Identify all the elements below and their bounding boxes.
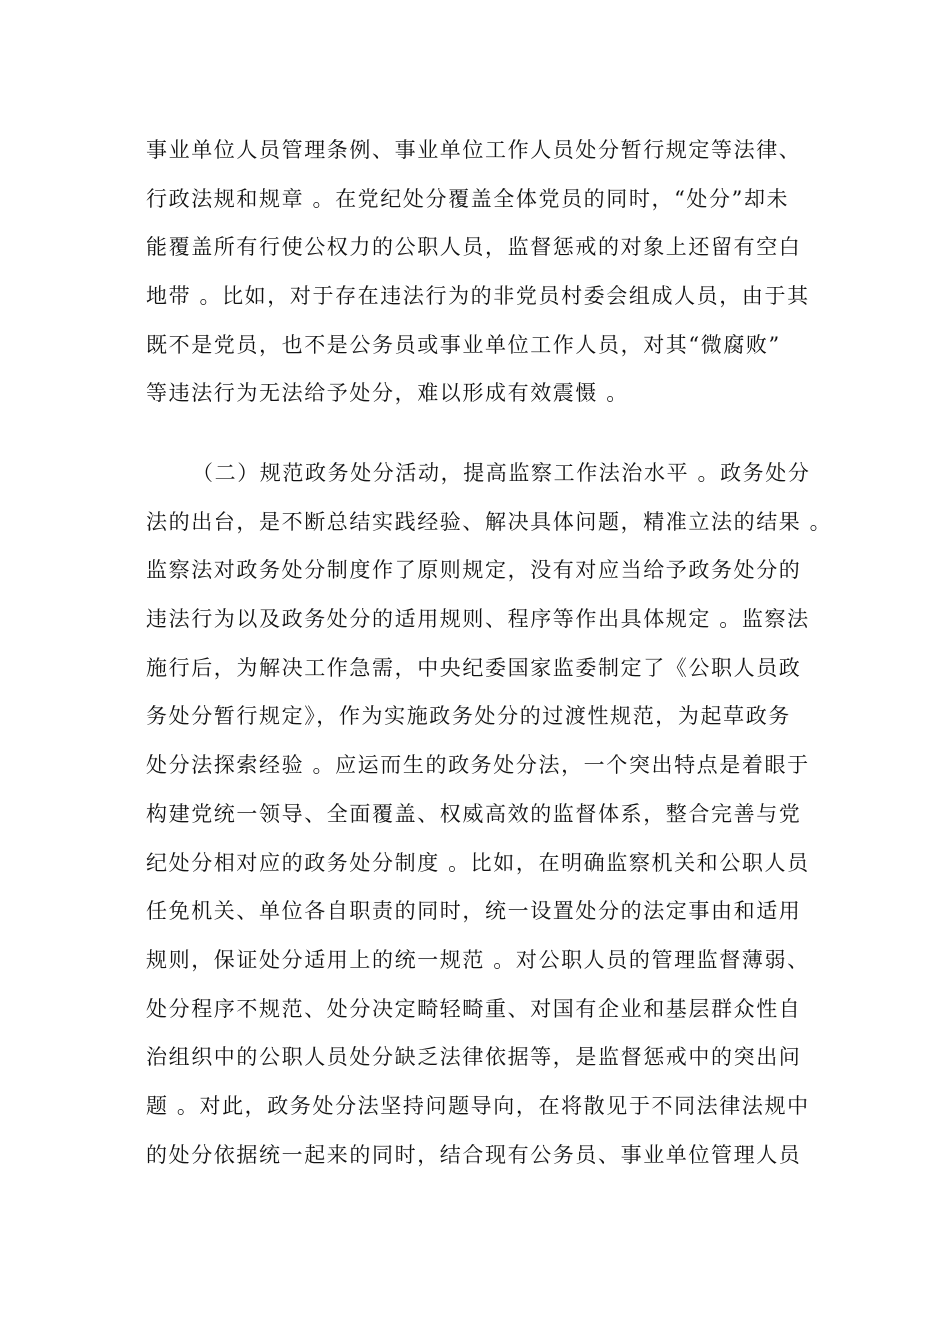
- text-line: 构建党统一领导、全面覆盖、权威高效的监督体系，整合完善与党: [146, 801, 802, 826]
- text-line: （二）规范政务处分活动，提高监察工作法治水平 。政务处分: [192, 461, 811, 485]
- text-line: 等违法行为无法给予处分，难以形成有效震慑 。: [146, 381, 629, 406]
- text-line: 规则，保证处分适用上的统一规范 。对公职人员的管理监督薄弱、: [146, 947, 810, 972]
- text-line: 治组织中的公职人员处分缺乏法律依据等，是监督惩戒中的突出问: [146, 1045, 802, 1070]
- text-line: 的处分依据统一起来的同时，结合现有公务员、事业单位管理人员: [146, 1142, 802, 1167]
- text-line: 事业单位人员管理条例、事业单位工作人员处分暂行规定等法律、: [146, 138, 802, 162]
- paragraph-2: [146, 449, 833, 1179]
- text-line: 施行后，为解决工作急需，中央纪委国家监委制定了《公职人员政: [146, 655, 802, 680]
- text-line: 题 。对此，政务处分法坚持问题导向，在将散见于不同法律法规中: [146, 1093, 810, 1118]
- text-line: 纪处分相对应的政务处分制度 。比如，在明确监察机关和公职人员: [146, 850, 810, 875]
- text-line: 能覆盖所有行使公权力的公职人员，监督惩戒的对象上还留有空白: [146, 235, 802, 260]
- paragraph-1: [146, 126, 826, 418]
- text-line: 违法行为以及政务处分的适用规则、程序等作出具体规定 。监察法: [146, 607, 810, 632]
- text-line: 处分程序不规范、处分决定畸轻畸重、对国有企业和基层群众性自: [146, 996, 802, 1021]
- text-line: 行政法规和规章 。在党纪处分覆盖全体党员的同时，“处分”却未: [146, 186, 790, 211]
- text-line: 法的出台，是不断总结实践经验、解决具体问题，精准立法的结果 。: [146, 509, 833, 534]
- text-line: 处分法探索经验 。应运而生的政务处分法，一个突出特点是着眼于: [146, 753, 810, 778]
- text-line: 任免机关、单位各自职责的同时，统一设置处分的法定事由和适用: [146, 899, 802, 924]
- text-line: 地带 。比如，对于存在违法行为的非党员村委会组成人员，由于其: [146, 284, 810, 309]
- text-line: 既不是党员，也不是公务员或事业单位工作人员，对其“微腐败”: [146, 332, 781, 357]
- text-line: 务处分暂行规定》，作为实施政务处分的过渡性规范，为起草政务: [146, 704, 791, 729]
- text-line: 监察法对政务处分制度作了原则规定，没有对应当给予政务处分的: [146, 558, 802, 583]
